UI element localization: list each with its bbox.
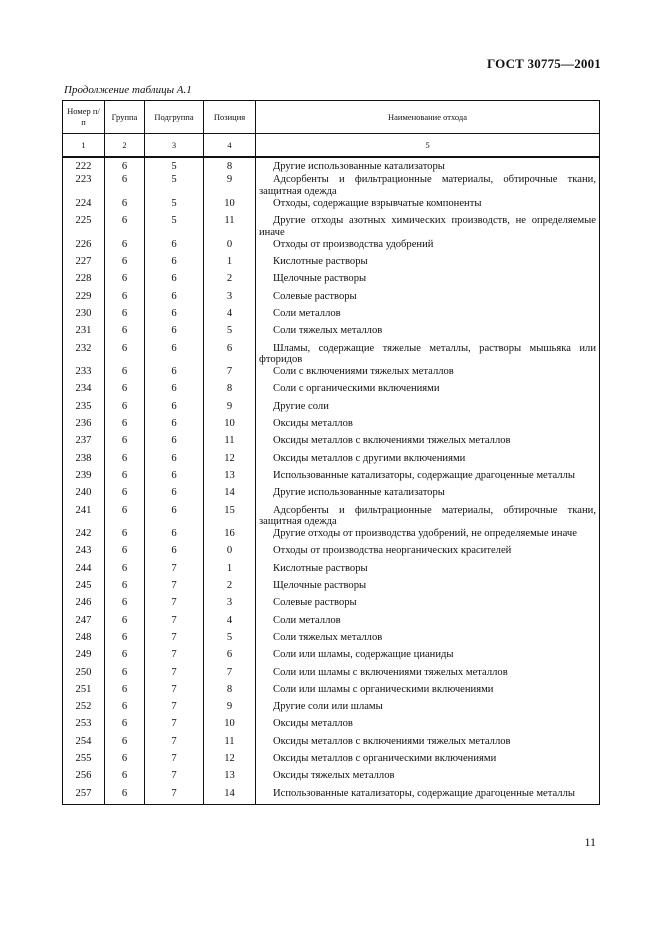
cell-waste-name bbox=[256, 718, 600, 735]
table-row bbox=[63, 215, 600, 239]
cell-group: 6 bbox=[105, 308, 145, 325]
cell-waste-name bbox=[256, 291, 600, 308]
column-number: 2 bbox=[105, 134, 145, 158]
cell-number: 247 bbox=[63, 615, 105, 632]
cell-waste-name bbox=[256, 383, 600, 400]
cell-group: 6 bbox=[105, 684, 145, 701]
cell-position: 4 bbox=[204, 615, 256, 632]
cell-group: 6 bbox=[105, 401, 145, 418]
cell-subgroup: 6 bbox=[145, 435, 204, 452]
cell-position: 0 bbox=[204, 545, 256, 562]
cell-waste-name bbox=[256, 597, 600, 614]
cell-position: 16 bbox=[204, 528, 256, 545]
table-row bbox=[63, 470, 600, 487]
cell-position: 3 bbox=[204, 291, 256, 308]
table-row bbox=[63, 597, 600, 614]
cell-subgroup: 7 bbox=[145, 718, 204, 735]
table-row bbox=[63, 770, 600, 787]
cell-group: 6 bbox=[105, 157, 145, 174]
waste-name-text: Солевые растворы bbox=[273, 290, 357, 302]
cell-number: 237 bbox=[63, 435, 105, 452]
cell-number: 256 bbox=[63, 770, 105, 787]
cell-waste-name bbox=[256, 366, 600, 383]
table-row bbox=[63, 325, 600, 342]
cell-group: 6 bbox=[105, 273, 145, 290]
header-subgroup: Подгруппа bbox=[145, 101, 204, 134]
cell-subgroup: 6 bbox=[145, 505, 204, 529]
cell-subgroup: 6 bbox=[145, 239, 204, 256]
waste-name-text: Щелочные растворы bbox=[273, 273, 367, 285]
table-row bbox=[63, 701, 600, 718]
cell-waste-name bbox=[256, 632, 600, 649]
cell-waste-name bbox=[256, 684, 600, 701]
cell-number: 234 bbox=[63, 383, 105, 400]
table-row bbox=[63, 487, 600, 504]
cell-group: 6 bbox=[105, 718, 145, 735]
cell-number: 249 bbox=[63, 649, 105, 666]
cell-waste-name bbox=[256, 157, 600, 174]
cell-subgroup: 6 bbox=[145, 401, 204, 418]
table-row bbox=[63, 736, 600, 753]
cell-group: 6 bbox=[105, 505, 145, 529]
waste-table bbox=[62, 100, 600, 805]
table-row bbox=[63, 418, 600, 435]
cell-number: 230 bbox=[63, 308, 105, 325]
cell-waste-name bbox=[256, 470, 600, 487]
waste-name-text: Оксиды металлов bbox=[273, 418, 353, 430]
cell-position: 5 bbox=[204, 325, 256, 342]
cell-position: 14 bbox=[204, 487, 256, 504]
cell-number: 239 bbox=[63, 470, 105, 487]
cell-group: 6 bbox=[105, 736, 145, 753]
table-body bbox=[63, 157, 600, 805]
waste-name-text: Другие отходы от производства удобрений, не определяемые иначе bbox=[273, 528, 577, 540]
cell-position: 2 bbox=[204, 580, 256, 597]
waste-name-text: Использованные катализаторы, содержащие драгоценные металлы bbox=[273, 787, 575, 799]
table-row bbox=[63, 435, 600, 452]
cell-position: 4 bbox=[204, 308, 256, 325]
cell-waste-name bbox=[256, 667, 600, 684]
cell-position: 12 bbox=[204, 753, 256, 770]
cell-position: 15 bbox=[204, 505, 256, 529]
cell-subgroup: 6 bbox=[145, 343, 204, 367]
waste-name-text: Отходы от производства неорганических красителей bbox=[273, 545, 512, 557]
waste-name-text: Оксиды тяжелых металлов bbox=[273, 770, 395, 782]
table-row bbox=[63, 615, 600, 632]
cell-number: 246 bbox=[63, 597, 105, 614]
cell-group: 6 bbox=[105, 667, 145, 684]
table-row bbox=[63, 528, 600, 545]
cell-group: 6 bbox=[105, 383, 145, 400]
cell-waste-name bbox=[256, 418, 600, 435]
cell-group: 6 bbox=[105, 291, 145, 308]
table-row bbox=[63, 343, 600, 367]
cell-waste-name bbox=[256, 453, 600, 470]
cell-position: 8 bbox=[204, 684, 256, 701]
cell-position: 2 bbox=[204, 273, 256, 290]
table-row bbox=[63, 366, 600, 383]
table-header bbox=[63, 101, 600, 158]
cell-group: 6 bbox=[105, 325, 145, 342]
cell-subgroup: 7 bbox=[145, 563, 204, 580]
cell-subgroup: 6 bbox=[145, 308, 204, 325]
waste-name-text: Оксиды металлов с другими включениями bbox=[273, 452, 466, 464]
cell-number: 254 bbox=[63, 736, 105, 753]
cell-group: 6 bbox=[105, 649, 145, 666]
table-continuation-caption: Продолжение таблицы А.1 bbox=[64, 84, 192, 96]
cell-position: 14 bbox=[204, 788, 256, 805]
cell-group: 6 bbox=[105, 788, 145, 805]
cell-waste-name bbox=[256, 343, 600, 367]
cell-number: 240 bbox=[63, 487, 105, 504]
cell-number: 243 bbox=[63, 545, 105, 562]
cell-position: 1 bbox=[204, 563, 256, 580]
cell-group: 6 bbox=[105, 545, 145, 562]
column-number-row bbox=[63, 134, 600, 158]
column-number: 3 bbox=[145, 134, 204, 158]
waste-name-text: Соли или шламы, содержащие цианиды bbox=[273, 649, 454, 661]
waste-name-text: Соли или шламы с органическими включениями bbox=[273, 683, 494, 695]
table-row bbox=[63, 291, 600, 308]
cell-waste-name bbox=[256, 736, 600, 753]
cell-position: 0 bbox=[204, 239, 256, 256]
table-row bbox=[63, 545, 600, 562]
cell-subgroup: 7 bbox=[145, 770, 204, 787]
cell-number: 222 bbox=[63, 157, 105, 174]
cell-subgroup: 7 bbox=[145, 701, 204, 718]
cell-waste-name bbox=[256, 256, 600, 273]
cell-number: 232 bbox=[63, 343, 105, 367]
cell-number: 228 bbox=[63, 273, 105, 290]
cell-waste-name bbox=[256, 701, 600, 718]
cell-subgroup: 6 bbox=[145, 366, 204, 383]
cell-group: 6 bbox=[105, 418, 145, 435]
table-row bbox=[63, 667, 600, 684]
cell-waste-name bbox=[256, 528, 600, 545]
waste-name-text: Шламы, содержащие тяжелые металлы, растворы мышьяка или фторидов bbox=[259, 342, 596, 366]
table-row bbox=[63, 505, 600, 529]
cell-group: 6 bbox=[105, 701, 145, 718]
cell-position: 8 bbox=[204, 383, 256, 400]
cell-waste-name bbox=[256, 435, 600, 452]
waste-name-text: Соли тяжелых металлов bbox=[273, 325, 383, 337]
cell-group: 6 bbox=[105, 487, 145, 504]
cell-group: 6 bbox=[105, 453, 145, 470]
cell-waste-name bbox=[256, 580, 600, 597]
cell-subgroup: 5 bbox=[145, 174, 204, 198]
waste-name-text: Щелочные растворы bbox=[273, 580, 367, 592]
column-number: 5 bbox=[256, 134, 600, 158]
table-row bbox=[63, 256, 600, 273]
cell-number: 229 bbox=[63, 291, 105, 308]
cell-position: 7 bbox=[204, 366, 256, 383]
cell-waste-name bbox=[256, 198, 600, 215]
waste-name-text: Соли с органическими включениями bbox=[273, 383, 440, 395]
cell-position: 11 bbox=[204, 736, 256, 753]
waste-name-text: Соли металлов bbox=[273, 614, 341, 626]
waste-name-text: Отходы, содержащие взрывчатые компоненты bbox=[273, 197, 482, 209]
cell-waste-name bbox=[256, 649, 600, 666]
cell-subgroup: 6 bbox=[145, 470, 204, 487]
cell-number: 252 bbox=[63, 701, 105, 718]
cell-waste-name bbox=[256, 174, 600, 198]
waste-name-text: Оксиды металлов с включениями тяжелых металлов bbox=[273, 735, 511, 747]
cell-waste-name bbox=[256, 215, 600, 239]
cell-group: 6 bbox=[105, 580, 145, 597]
cell-number: 253 bbox=[63, 718, 105, 735]
cell-number: 233 bbox=[63, 366, 105, 383]
cell-position: 11 bbox=[204, 215, 256, 239]
cell-group: 6 bbox=[105, 770, 145, 787]
cell-number: 251 bbox=[63, 684, 105, 701]
table-row bbox=[63, 401, 600, 418]
header-number: Номер п/п bbox=[63, 101, 105, 134]
table-row bbox=[63, 198, 600, 215]
cell-group: 6 bbox=[105, 632, 145, 649]
cell-subgroup: 7 bbox=[145, 667, 204, 684]
cell-position: 3 bbox=[204, 597, 256, 614]
table-row bbox=[63, 239, 600, 256]
waste-name-text: Другие соли или шламы bbox=[273, 701, 383, 713]
table-row bbox=[63, 753, 600, 770]
cell-number: 231 bbox=[63, 325, 105, 342]
cell-waste-name bbox=[256, 563, 600, 580]
cell-position: 9 bbox=[204, 174, 256, 198]
cell-waste-name bbox=[256, 545, 600, 562]
cell-subgroup: 7 bbox=[145, 632, 204, 649]
header-group: Группа bbox=[105, 101, 145, 134]
cell-waste-name bbox=[256, 615, 600, 632]
waste-name-text: Кислотные растворы bbox=[273, 256, 368, 268]
cell-number: 257 bbox=[63, 788, 105, 805]
table-row bbox=[63, 308, 600, 325]
cell-position: 6 bbox=[204, 649, 256, 666]
waste-name-text: Другие соли bbox=[273, 400, 329, 412]
cell-group: 6 bbox=[105, 615, 145, 632]
table-row bbox=[63, 174, 600, 198]
table-row bbox=[63, 649, 600, 666]
cell-group: 6 bbox=[105, 366, 145, 383]
cell-position: 11 bbox=[204, 435, 256, 452]
cell-subgroup: 6 bbox=[145, 487, 204, 504]
cell-subgroup: 7 bbox=[145, 684, 204, 701]
document-code: ГОСТ 30775—2001 bbox=[486, 56, 601, 71]
cell-group: 6 bbox=[105, 343, 145, 367]
cell-subgroup: 7 bbox=[145, 736, 204, 753]
cell-number: 227 bbox=[63, 256, 105, 273]
waste-name-text: Другие использованные катализаторы bbox=[273, 487, 445, 499]
waste-name-text: Оксиды металлов с включениями тяжелых металлов bbox=[273, 435, 511, 447]
cell-subgroup: 7 bbox=[145, 649, 204, 666]
cell-waste-name bbox=[256, 505, 600, 529]
column-number: 4 bbox=[204, 134, 256, 158]
waste-name-text: Оксиды металлов с органическими включениями bbox=[273, 752, 497, 764]
cell-waste-name bbox=[256, 273, 600, 290]
table-row bbox=[63, 383, 600, 400]
cell-number: 236 bbox=[63, 418, 105, 435]
cell-position: 10 bbox=[204, 718, 256, 735]
cell-subgroup: 7 bbox=[145, 615, 204, 632]
waste-name-text: Кислотные растворы bbox=[273, 562, 368, 574]
cell-number: 224 bbox=[63, 198, 105, 215]
page-number: 11 bbox=[584, 835, 596, 849]
table-row bbox=[63, 788, 600, 805]
waste-name-text: Адсорбенты и фильтрационные материалы, обтирочные ткани, защитная одежда bbox=[259, 174, 596, 198]
cell-group: 6 bbox=[105, 563, 145, 580]
cell-subgroup: 5 bbox=[145, 215, 204, 239]
cell-number: 244 bbox=[63, 563, 105, 580]
cell-waste-name bbox=[256, 753, 600, 770]
cell-subgroup: 5 bbox=[145, 198, 204, 215]
table-row bbox=[63, 157, 600, 174]
cell-subgroup: 6 bbox=[145, 528, 204, 545]
column-number: 1 bbox=[63, 134, 105, 158]
cell-number: 225 bbox=[63, 215, 105, 239]
cell-number: 242 bbox=[63, 528, 105, 545]
header-row bbox=[63, 101, 600, 134]
cell-waste-name bbox=[256, 770, 600, 787]
cell-subgroup: 7 bbox=[145, 753, 204, 770]
cell-number: 241 bbox=[63, 505, 105, 529]
cell-waste-name bbox=[256, 788, 600, 805]
header-position: Позиция bbox=[204, 101, 256, 134]
waste-name-text: Другие использованные катализаторы bbox=[273, 161, 445, 172]
cell-subgroup: 6 bbox=[145, 256, 204, 273]
cell-position: 13 bbox=[204, 470, 256, 487]
waste-name-text: Соли или шламы с включениями тяжелых металлов bbox=[273, 666, 508, 678]
waste-name-text: Адсорбенты и фильтрационные материалы, обтирочные ткани, защитная одежда bbox=[259, 504, 596, 528]
cell-group: 6 bbox=[105, 528, 145, 545]
cell-subgroup: 7 bbox=[145, 580, 204, 597]
cell-waste-name bbox=[256, 325, 600, 342]
cell-position: 5 bbox=[204, 632, 256, 649]
cell-group: 6 bbox=[105, 753, 145, 770]
table-row bbox=[63, 273, 600, 290]
cell-subgroup: 6 bbox=[145, 273, 204, 290]
cell-number: 226 bbox=[63, 239, 105, 256]
cell-waste-name bbox=[256, 487, 600, 504]
cell-group: 6 bbox=[105, 174, 145, 198]
cell-number: 248 bbox=[63, 632, 105, 649]
cell-waste-name bbox=[256, 239, 600, 256]
cell-number: 235 bbox=[63, 401, 105, 418]
cell-position: 6 bbox=[204, 343, 256, 367]
cell-subgroup: 6 bbox=[145, 291, 204, 308]
waste-name-text: Другие отходы азотных химических производств, не определяемые иначе bbox=[259, 215, 596, 238]
cell-subgroup: 6 bbox=[145, 545, 204, 562]
table-row bbox=[63, 718, 600, 735]
table-row bbox=[63, 580, 600, 597]
cell-group: 6 bbox=[105, 239, 145, 256]
cell-subgroup: 6 bbox=[145, 418, 204, 435]
table-row bbox=[63, 563, 600, 580]
cell-group: 6 bbox=[105, 256, 145, 273]
cell-position: 13 bbox=[204, 770, 256, 787]
cell-group: 6 bbox=[105, 597, 145, 614]
waste-name-text: Отходы от производства удобрений bbox=[273, 238, 434, 250]
waste-name-text: Использованные катализаторы, содержащие драгоценные металлы bbox=[273, 469, 575, 481]
cell-subgroup: 6 bbox=[145, 325, 204, 342]
cell-waste-name bbox=[256, 401, 600, 418]
cell-position: 9 bbox=[204, 401, 256, 418]
table-row bbox=[63, 453, 600, 470]
cell-waste-name bbox=[256, 308, 600, 325]
table-row bbox=[63, 632, 600, 649]
cell-number: 250 bbox=[63, 667, 105, 684]
waste-name-text: Солевые растворы bbox=[273, 597, 357, 609]
cell-group: 6 bbox=[105, 215, 145, 239]
cell-position: 12 bbox=[204, 453, 256, 470]
waste-name-text: Оксиды металлов bbox=[273, 718, 353, 730]
cell-subgroup: 7 bbox=[145, 788, 204, 805]
cell-position: 1 bbox=[204, 256, 256, 273]
cell-subgroup: 6 bbox=[145, 453, 204, 470]
cell-position: 7 bbox=[204, 667, 256, 684]
cell-number: 238 bbox=[63, 453, 105, 470]
cell-subgroup: 5 bbox=[145, 157, 204, 174]
cell-subgroup: 6 bbox=[145, 383, 204, 400]
cell-group: 6 bbox=[105, 198, 145, 215]
waste-name-text: Соли с включениями тяжелых металлов bbox=[273, 366, 454, 378]
header-waste-name: Наименование отхода bbox=[256, 101, 600, 134]
waste-name-text: Соли металлов bbox=[273, 307, 341, 319]
cell-position: 8 bbox=[204, 157, 256, 174]
cell-group: 6 bbox=[105, 470, 145, 487]
cell-number: 223 bbox=[63, 174, 105, 198]
cell-position: 10 bbox=[204, 418, 256, 435]
cell-number: 255 bbox=[63, 753, 105, 770]
cell-position: 9 bbox=[204, 701, 256, 718]
cell-position: 10 bbox=[204, 198, 256, 215]
waste-name-text: Соли тяжелых металлов bbox=[273, 631, 383, 643]
cell-subgroup: 7 bbox=[145, 597, 204, 614]
cell-number: 245 bbox=[63, 580, 105, 597]
table-row bbox=[63, 684, 600, 701]
cell-group: 6 bbox=[105, 435, 145, 452]
